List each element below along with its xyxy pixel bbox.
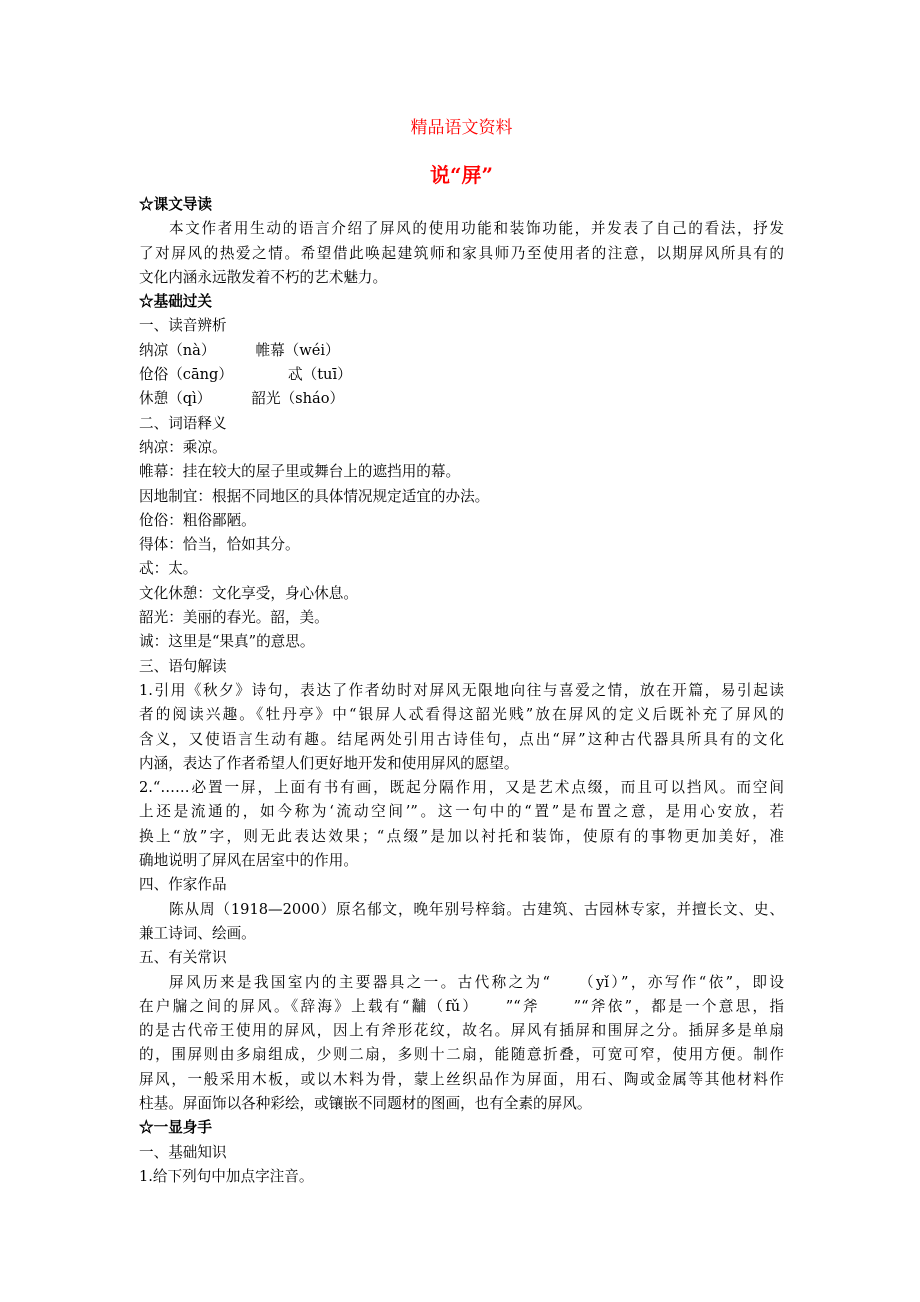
word-definition: 纳凉：乘凉。: [139, 438, 227, 456]
word-definition: 因地制宜：根据不同地区的具体情况规定适宜的办法。: [139, 487, 490, 505]
guide-line-1: 本文作者用生动的语言介绍了屏风的使用功能和装饰功能，并发表了自己的看法，抒发: [169, 220, 784, 238]
subheading-words: 二、词语释义: [139, 414, 227, 432]
question-1: 1.给下列句中加点字注音。: [139, 1167, 314, 1185]
author-line: 陈从周（1918—2000）原名郁文，晚年别号梓翁。古建筑、古园林专家，并擅长文、史、: [169, 900, 784, 918]
subheading-author: 四、作家作品: [139, 876, 227, 894]
guide-line-3: 文化内涵永远散发着不朽的艺术魅力。: [139, 268, 388, 286]
word-definition: 忒：太。: [139, 560, 198, 578]
word-definition: 帷幕：挂在较大的屋子里或舞台上的遮挡用的幕。: [139, 463, 461, 481]
knowledge-line: 的是古代帝王使用的屏风，因上有斧形花纹，故名。屏风有插屏和围屏之分。插屏多是单扇: [139, 1022, 784, 1040]
sentence-2-line: 换上“放”字，则无此表达效果；“点缀”是加以衬托和装饰，使原有的事物更加美好，准: [139, 827, 784, 845]
article-body: [139, 193, 784, 1189]
knowledge-line: 在户牖之间的屏风。《辞海》上载有“黼（fǔ） ”“斧 ”“斧依”，都是一个意思，指: [139, 997, 784, 1015]
section-heading-guide: ☆课文导读: [139, 196, 212, 213]
section-heading-practice: ☆一显身手: [139, 1119, 212, 1137]
sentence-2-line: 确地说明了屏风在居室中的作用。: [139, 852, 358, 870]
pron-row-2: [139, 363, 784, 387]
section-heading-basic: ☆基础过关: [139, 293, 212, 311]
pron-item: 韶光（sháo）: [251, 390, 345, 408]
subheading-knowledge: 五、有关常识: [139, 949, 227, 967]
knowledge-line: 屏风，一般采用木板，或以木料为骨，蒙上丝织品作为屏面，用石、陶或金属等其他材料作: [139, 1070, 784, 1088]
pron-item: 休憩（qì）: [139, 390, 212, 408]
sentence-1-line: 内涵，表达了作者希望人们更好地开发和使用屏风的愿望。: [139, 754, 519, 772]
pron-row-3: [139, 387, 784, 411]
sentence-2-line: 2.“……必置一屏，上面有书有画，既起分隔作用，又是艺术点缀，而且可以挡风。而空间: [139, 779, 784, 797]
pron-item: 帷幕（wéi）: [255, 341, 340, 359]
word-definition: 韶光：美丽的春光。韶，美。: [139, 609, 329, 627]
word-definition: 文化休憩：文化享受，身心休息。: [139, 584, 358, 602]
sentence-1-line: 1.引用《秋夕》诗句，表达了作者幼时对屏风无限地向往与喜爱之情，放在开篇，易引起读: [139, 681, 784, 699]
pron-item: 纳凉（nà）: [139, 341, 216, 359]
article-title: 说“屏”: [429, 163, 493, 187]
word-definition: 伧俗：粗俗鄙陋。: [139, 511, 256, 529]
sentence-1-line: 者的阅读兴趣。《牡丹亭》中“银屏人忒看得这韶光贱”放在屏风的定义后既补充了屏风的: [139, 706, 784, 724]
pron-item: 忒（tuī）: [288, 366, 352, 384]
sentence-2-line: 上还是流通的，如今称为‘流动空间’”。这一句中的“置”是布置之意，是用心安放，若: [139, 803, 784, 821]
pron-item: 伧俗（cāng）: [139, 366, 233, 384]
word-definition: 诚：这里是“果真”的意思。: [139, 633, 315, 651]
knowledge-line: 柱基。屏面饰以各种彩绘，或镶嵌不同题材的图画，也有全素的屏风。: [139, 1094, 592, 1112]
author-line: 兼工诗词、绘画。: [139, 924, 256, 942]
knowledge-line: 屏风历来是我国室内的主要器具之一。古代称之为“ （yǐ）”，亦写作“依”，即设: [169, 973, 784, 991]
sentence-1-line: 含义，又使语言生动有趣。结尾两处引用古诗佳句，点出“屏”这种古代器具所具有的文化: [139, 730, 784, 748]
page-header: 精品语文资料: [410, 118, 513, 138]
subheading-basic-knowledge: 一、基础知识: [139, 1143, 227, 1161]
word-definition: 得体：恰当，恰如其分。: [139, 536, 300, 554]
subheading-pronunciation: 一、读音辨析: [139, 317, 227, 335]
knowledge-line: 的，围屏则由多扇组成，少则二扇，多则十二扇，能随意折叠，可宽可窄，使用方便。制作: [139, 1046, 784, 1064]
subheading-sentences: 三、语句解读: [139, 657, 227, 675]
guide-line-2: 了对屏风的热爱之情。希望借此唤起建筑师和家具师乃至使用者的注意，以期屏风所具有的: [139, 244, 784, 262]
pron-row-1: [139, 339, 784, 363]
